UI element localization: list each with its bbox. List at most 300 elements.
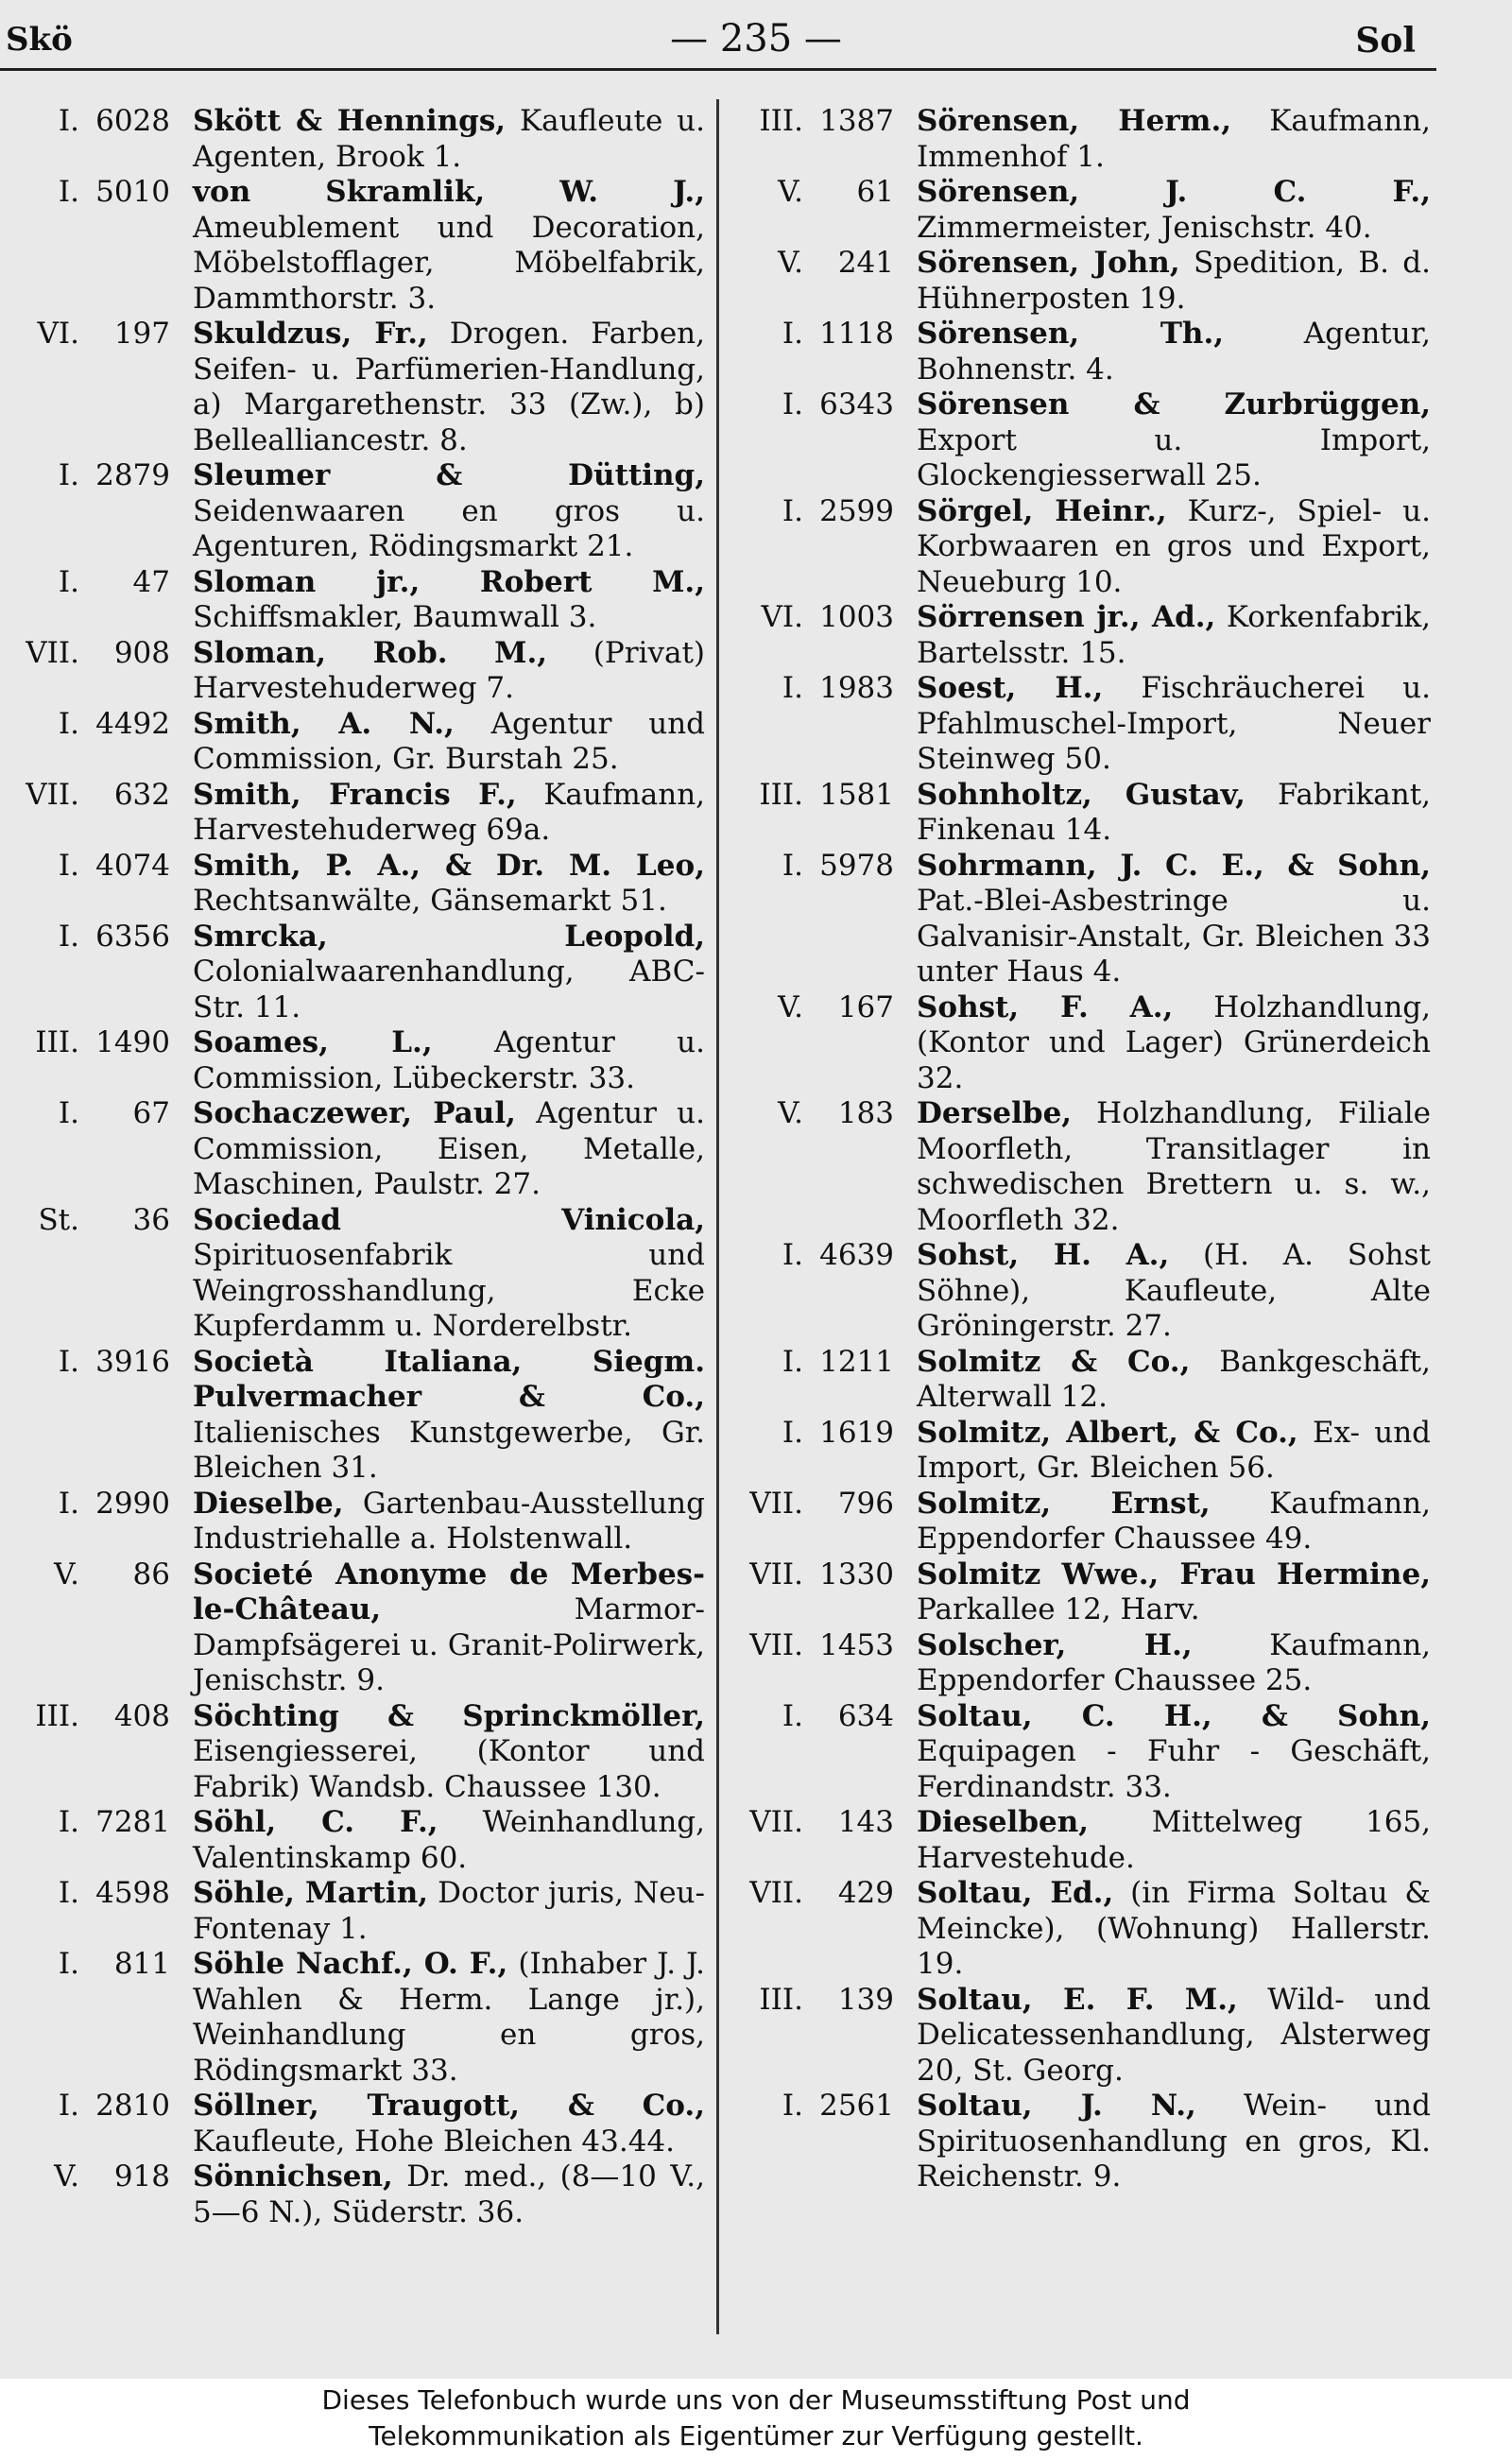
phone-number [4,1699,179,1735]
entry-body [193,920,705,1026]
line-number: 2990 [95,1486,170,1521]
entry-body [193,1876,705,1947]
directory-entry [4,1487,705,1557]
line-number: 1387 [819,104,894,138]
subscriber-details: Spirituosenfabrik und Weingrosshandlung, Ecke Kupferdamm u. Norderelbstr. [193,1238,705,1343]
exchange-district: VII. [749,1876,803,1910]
exchange-district: I. [782,2089,803,2123]
page-number: — 235 — [670,17,842,60]
directory-entry [728,1557,1431,1628]
phone-number [4,2089,179,2125]
directory-entry [728,1876,1431,1983]
directory-entry [4,2159,705,2230]
exchange-district: I. [782,671,803,705]
subscriber-name: Sohst, H. A., [917,1238,1170,1272]
phone-number [728,387,902,423]
subscriber-name: Sörensen & Zurbrüggen, [917,387,1431,421]
line-number: 408 [113,1698,170,1733]
subscriber-name: Soltau, C. H., & Sohn, [917,1698,1431,1733]
directory-entry [4,1345,705,1487]
directory-entry [728,671,1431,778]
phone-number [4,1203,179,1239]
entry-body [917,600,1431,671]
subscriber-details: Zimmermeister, Jenischstr. 40. [917,210,1372,245]
subscriber-details: Drogen. Farben, Seifen- u. Parfümerien-Handlung, a) Margarethenstr. 33 (Zw.), b) Bellealliancestr. 8. [193,317,706,457]
subscriber-name: Derselbe, [917,1096,1073,1130]
entry-body [917,1238,1431,1345]
line-number: 167 [837,989,894,1024]
line-number: 47 [132,564,170,599]
phone-number [728,494,902,530]
subscriber-details: Export u. Import, Glockengiesserwall 25. [917,422,1431,492]
directory-entry [728,387,1431,494]
exchange-district: I. [782,387,803,421]
line-number: 5010 [95,175,170,209]
entry-body [917,1416,1431,1487]
entry-body [917,1345,1431,1416]
exchange-district: I. [58,2089,79,2123]
subscriber-name: Söhle, Martin, [193,1876,429,1910]
subscriber-details: Dr. med., (8—10 V., 5—6 N.), Süderstr. 36. [193,2159,705,2229]
header-right-keyword: Sol [1355,21,1416,60]
subscriber-name: Soltau, Ed., [917,1876,1114,1910]
exchange-district: VII. [749,1627,803,1662]
entry-body [193,778,705,849]
line-number: 183 [837,1096,894,1130]
directory-entry [4,1096,705,1203]
line-number: 6343 [819,387,894,421]
line-number: 67 [132,1096,170,1130]
line-number: 908 [113,635,170,670]
directory-entry [728,1096,1431,1238]
phone-number [728,1096,902,1132]
entry-body [193,1805,705,1876]
subscriber-name: Sochaczewer, Paul, [193,1096,516,1130]
subscriber-details: Mittelweg 165, Harvestehude. [917,1805,1431,1875]
page-header [0,17,1512,64]
subscriber-name: Sörrensen jr., Ad., [917,600,1216,634]
exchange-district: I. [782,493,803,528]
entry-body [917,175,1431,246]
entry-body [193,2159,705,2230]
exchange-district: I. [58,458,79,492]
exchange-district: I. [782,1698,803,1733]
entry-body [193,458,705,565]
entry-body [917,317,1431,387]
entry-body [193,1203,705,1345]
directory-entry [728,1805,1431,1876]
exchange-district: VII. [26,635,79,670]
subscriber-name: Solmitz Wwe., Frau Hermine, [917,1557,1431,1591]
directory-entry [4,458,705,565]
entry-body [193,2089,705,2159]
subscriber-details: Fischräucherei u. Pfahlmuschel-Import, Neuer Steinweg 50. [917,671,1431,776]
directory-entry [728,1983,1431,2090]
subscriber-details: Ex- und Import, Gr. Bleichen 56. [917,1415,1432,1485]
phone-number [728,1557,902,1593]
subscriber-name: Sörgel, Heinr., [917,493,1167,528]
subscriber-name: Söchting & Sprinckmöller, [193,1698,705,1733]
subscriber-name: Sörensen, Herm., [917,104,1232,138]
subscriber-details: Korkenfabrik, Bartelsstr. 15. [917,600,1431,670]
entry-body [193,175,705,317]
entry-body [917,1487,1431,1557]
line-number: 6356 [95,919,170,954]
exchange-district: V. [778,1096,803,1130]
subscriber-details: Kurz-, Spiel- u. Korbwaaren en gros und Export, Neueburg 10. [917,493,1431,599]
phone-number [4,317,179,353]
subscriber-details: Kaufleute, Hohe Bleichen 43.44. [193,2124,676,2159]
subscriber-name: Solmitz, Albert, & Co., [917,1415,1298,1450]
directory-entry [4,1699,705,1806]
phone-number [728,1416,902,1452]
subscriber-details: Ameublement und Decoration, Möbelstofflager, Möbelfabrik, Dammthorstr. 3. [193,210,705,316]
subscriber-details: Wild- und Delicatessenhandlung, Alsterweg 20, St. Georg. [917,1982,1431,2088]
directory-entry [4,849,705,920]
entry-body [193,1345,705,1487]
subscriber-name: Sörensen, John, [917,246,1180,280]
phone-number [4,1096,179,1132]
phone-number [728,1345,902,1381]
directory-entry [4,317,705,458]
line-number: 1619 [819,1415,894,1450]
exchange-district: III. [35,1698,79,1733]
directory-entry [4,104,705,175]
phone-number [4,565,179,601]
entry-body [917,2089,1431,2195]
line-number: 61 [856,175,894,209]
line-number: 4598 [95,1876,170,1910]
directory-entry [4,1876,705,1947]
entry-body [193,1947,705,2089]
exchange-district: I. [782,1415,803,1450]
line-number: 2599 [819,493,894,528]
exchange-district: III. [35,1025,79,1059]
directory-entry [728,1699,1431,1806]
directory-entry [728,1238,1431,1345]
exchange-district: I. [58,1947,79,1981]
directory-entry [728,104,1431,175]
exchange-district: V. [778,175,803,209]
entry-body [917,104,1431,175]
subscriber-details: Fabrikant, Finkenau 14. [917,777,1432,847]
subscriber-details: Parkallee 12, Harv. [917,1592,1200,1626]
subscriber-details: Doctor juris, Neu-Fontenay 1. [193,1876,705,1946]
phone-number [728,849,902,885]
phone-number [4,1345,179,1381]
line-number: 1581 [819,777,894,812]
entry-body [193,1557,705,1699]
line-number: 1983 [819,671,894,705]
directory-entry [728,778,1431,849]
directory-entry [4,636,705,707]
subscriber-details: (Privat) Harvestehuderweg 7. [193,635,705,705]
subscriber-name: Skött & Hennings, [193,104,507,138]
subscriber-details: (Inhaber J. J. Wahlen & Herm. Lange jr.), Weinhandlung en gros, Rödingsmarkt 33. [193,1947,706,2088]
entry-body [917,671,1431,778]
directory-entry [4,1947,705,2089]
subscriber-name: Soltau, E. F. M., [917,1982,1238,2017]
directory-entry [728,494,1431,601]
line-number: 4074 [95,848,170,883]
footer-line-2: Telekommunikation als Eigentümer zur Verfügung gestellt. [369,2420,1143,2451]
exchange-district: III. [759,777,803,812]
phone-number [4,778,179,814]
entry-body [917,1699,1431,1806]
entry-body [917,1557,1431,1628]
subscriber-details: Colonialwaarenhandlung, ABC-Str. 11. [193,955,705,1024]
entry-body [917,778,1431,849]
phone-number [4,1947,179,1983]
footer-note [0,2379,1512,2460]
line-number: 241 [837,246,894,280]
line-number: 1118 [819,317,894,351]
exchange-district: VI. [761,600,803,634]
phone-number [728,1628,902,1664]
phone-number [4,1025,179,1061]
subscriber-name: Sloman jr., Robert M., [193,564,705,599]
subscriber-details: Equipagen - Fuhr - Geschäft, Ferdinandstr. 33. [917,1734,1431,1804]
subscriber-name: Sloman, Rob. M., [193,635,548,670]
exchange-district: V. [778,246,803,280]
subscriber-details: Rechtsanwälte, Gänsemarkt 51. [193,884,667,918]
subscriber-details: Seidenwaaren en gros u. Agenturen, Rödingsmarkt 21. [193,493,705,563]
exchange-district: I. [782,1344,803,1379]
exchange-district: St. [38,1202,79,1237]
exchange-district: VII. [749,1805,803,1839]
entry-body [193,1096,705,1203]
subscriber-name: Dieselben, [917,1805,1090,1839]
line-number: 1211 [819,1344,894,1379]
subscriber-name: Söhl, C. F., [193,1805,438,1839]
subscriber-details: Agentur u. Commission, Lübeckerstr. 33. [193,1025,705,1095]
line-number: 36 [132,1202,170,1237]
phone-number [4,849,179,885]
exchange-district: I. [58,175,79,209]
entry-body [193,317,705,458]
exchange-district: I. [58,1344,79,1379]
subscriber-name: Soames, L., [193,1025,433,1059]
directory-entry [4,1025,705,1096]
phone-number [728,317,902,353]
footer-line-1: Dieses Telefonbuch wurde uns von der Museumsstiftung Post und [321,2384,1191,2416]
subscriber-details: Kaufmann, Eppendorfer Chaussee 25. [917,1627,1432,1697]
phone-number [4,175,179,211]
subscriber-details: Kaufmann, Harvestehuderweg 69a. [193,777,706,847]
line-number: 3916 [95,1344,170,1379]
phone-number [728,1238,902,1274]
column-divider [716,99,719,2334]
exchange-district: VI. [37,317,79,351]
subscriber-details: Pat.-Blei-Asbestringe u. Galvanisir-Anstalt, Gr. Bleichen 33 unter Haus 4. [917,884,1431,989]
exchange-district: III. [759,1982,803,2017]
directory-entry [728,990,1431,1097]
right-column [728,104,1431,2195]
exchange-district: I. [58,1876,79,1910]
subscriber-details: Agentur u. Commission, Eisen, Metalle, Maschinen, Paulstr. 27. [193,1096,705,1201]
directory-entry [4,1557,705,1699]
subscriber-name: Solscher, H., [917,1627,1193,1662]
phone-number [728,1487,902,1522]
exchange-district: III. [759,104,803,138]
subscriber-details: Kaufleute u. Agenten, Brook 1. [193,104,706,174]
phone-number [4,920,179,955]
entry-body [193,104,705,175]
line-number: 2810 [95,2089,170,2123]
subscriber-name: Sohrmann, J. C. E., & Sohn, [917,848,1431,883]
subscriber-name: Söhle Nachf., O. F., [193,1947,508,1981]
directory-entry [4,778,705,849]
phone-number [728,175,902,211]
subscriber-details: Weinhandlung, Valentinskamp 60. [193,1805,705,1875]
entry-body [193,849,705,920]
subscriber-details: Eisengiesserei, (Kontor und Fabrik) Wandsb. Chaussee 130. [193,1734,705,1804]
subscriber-details: Kaufmann, Eppendorfer Chaussee 49. [917,1486,1431,1556]
exchange-district: I. [782,1238,803,1272]
line-number: 1003 [819,600,894,634]
exchange-district: I. [782,317,803,351]
subscriber-name: Società Italiana, Siegm. Pulvermacher & Co., [193,1344,705,1414]
subscriber-name: Smith, Francis F., [193,777,517,812]
directory-entry [4,2089,705,2159]
subscriber-details: Bankgeschäft, Alterwall 12. [917,1344,1431,1414]
line-number: 4492 [95,706,170,741]
exchange-district: VII. [749,1486,803,1521]
directory-entry [728,849,1431,990]
subscriber-name: Societé Anonyme de Merbes-le-Château, [193,1557,705,1626]
line-number: 86 [132,1557,170,1591]
header-left-keyword: Skö [6,21,73,59]
line-number: 796 [837,1486,894,1521]
exchange-district: V. [54,2159,79,2193]
directory-entry [728,2089,1431,2195]
exchange-district: I. [58,1805,79,1839]
subscriber-details: Italienisches Kunstgewerbe, Gr. Bleichen 31. [193,1415,705,1485]
directory-entry [728,317,1431,387]
subscriber-details: Holzhandlung, Filiale Moorfleth, Transitlager in schwedischen Brettern u. s. w., Moorfleth 32. [917,1096,1431,1237]
phone-number [728,1983,902,2019]
entry-body [917,1876,1431,1983]
subscriber-name: Soest, H., [917,671,1104,705]
entry-body [917,387,1431,494]
phone-number [728,1805,902,1841]
phone-number [728,671,902,707]
directory-entry [4,1805,705,1876]
subscriber-name: Solmitz, Ernst, [917,1486,1211,1521]
line-number: 1330 [819,1557,894,1591]
line-number: 6028 [95,104,170,138]
entry-body [917,1983,1431,2090]
phone-number [728,1876,902,1912]
phone-number [4,1557,179,1593]
line-number: 811 [113,1947,170,1981]
subscriber-details: Gartenbau-Ausstellung Industriehalle a. Holstenwall. [193,1486,705,1556]
directory-entry [728,246,1431,317]
subscriber-details: Agentur und Commission, Gr. Burstah 25. [193,706,706,776]
entry-body [917,990,1431,1097]
subscriber-name: Sörensen, Th., [917,317,1225,351]
directory-entry [728,1416,1431,1487]
subscriber-name: Sohst, F. A., [917,989,1174,1024]
directory-entry [4,565,705,636]
directory-entry [728,600,1431,671]
subscriber-name: Smrcka, Leopold, [193,919,705,954]
phone-number [728,600,902,636]
directory-entry [4,707,705,778]
phone-number [4,1805,179,1841]
exchange-district: V. [778,989,803,1024]
line-number: 1490 [95,1025,170,1059]
phone-number [4,1876,179,1912]
header-rule [0,68,1436,71]
directory-entry [4,1203,705,1345]
line-number: 197 [113,317,170,351]
entry-body [193,707,705,778]
directory-entry [4,175,705,317]
entry-body [193,1699,705,1806]
phone-number [728,104,902,140]
line-number: 1453 [819,1627,894,1662]
phone-number [4,636,179,672]
line-number: 2879 [95,458,170,492]
phone-number [728,1699,902,1735]
subscriber-name: von Skramlik, W. J., [193,175,705,209]
exchange-district: I. [782,848,803,883]
exchange-district: V. [54,1557,79,1591]
subscriber-name: Sohnholtz, Gustav, [917,777,1246,812]
entry-body [193,1025,705,1096]
exchange-district: I. [58,1486,79,1521]
exchange-district: I. [58,919,79,954]
directory-entry [728,175,1431,246]
phone-number [728,246,902,282]
subscriber-name: Sönnichsen, [193,2159,393,2193]
subscriber-name: Smith, A. N., [193,706,455,741]
exchange-district: VII. [26,777,79,812]
entry-body [193,636,705,707]
directory-entry [728,1345,1431,1416]
exchange-district: I. [58,104,79,138]
subscriber-details: Marmor-Dampfsägerei u. Granit-Polirwerk, Jenischstr. 9. [193,1592,705,1697]
exchange-district: I. [58,1096,79,1130]
phone-number [4,2159,179,2195]
subscriber-details: (in Firma Soltau & Meincke), (Wohnung) Hallerstr. 19. [917,1876,1431,1981]
entry-body [917,849,1431,990]
entry-body [193,1487,705,1557]
exchange-district: I. [58,848,79,883]
phone-number [4,458,179,494]
line-number: 143 [837,1805,894,1839]
subscriber-name: Skuldzus, Fr., [193,317,428,351]
subscriber-details: Holzhandlung, (Kontor und Lager) Grünerdeich 32. [917,989,1431,1095]
subscriber-details: Agentur, Bohnenstr. 4. [917,317,1431,387]
subscriber-name: Dieselbe, [193,1486,344,1521]
entry-body [917,1628,1431,1699]
line-number: 429 [837,1876,894,1910]
entry-body [917,1096,1431,1238]
subscriber-name: Sörensen, J. C. F., [917,175,1431,209]
exchange-district: VII. [749,1557,803,1591]
phone-number [4,707,179,743]
left-column [4,104,705,2230]
entry-body [917,1805,1431,1876]
subscriber-details: Spedition, B. d. Hühnerposten 19. [917,246,1431,316]
phone-number [4,104,179,140]
line-number: 634 [837,1698,894,1733]
entry-body [917,246,1431,317]
subscriber-name: Soltau, J. N., [917,2089,1196,2123]
subscriber-details: Schiffsmakler, Baumwall 3. [193,600,597,634]
